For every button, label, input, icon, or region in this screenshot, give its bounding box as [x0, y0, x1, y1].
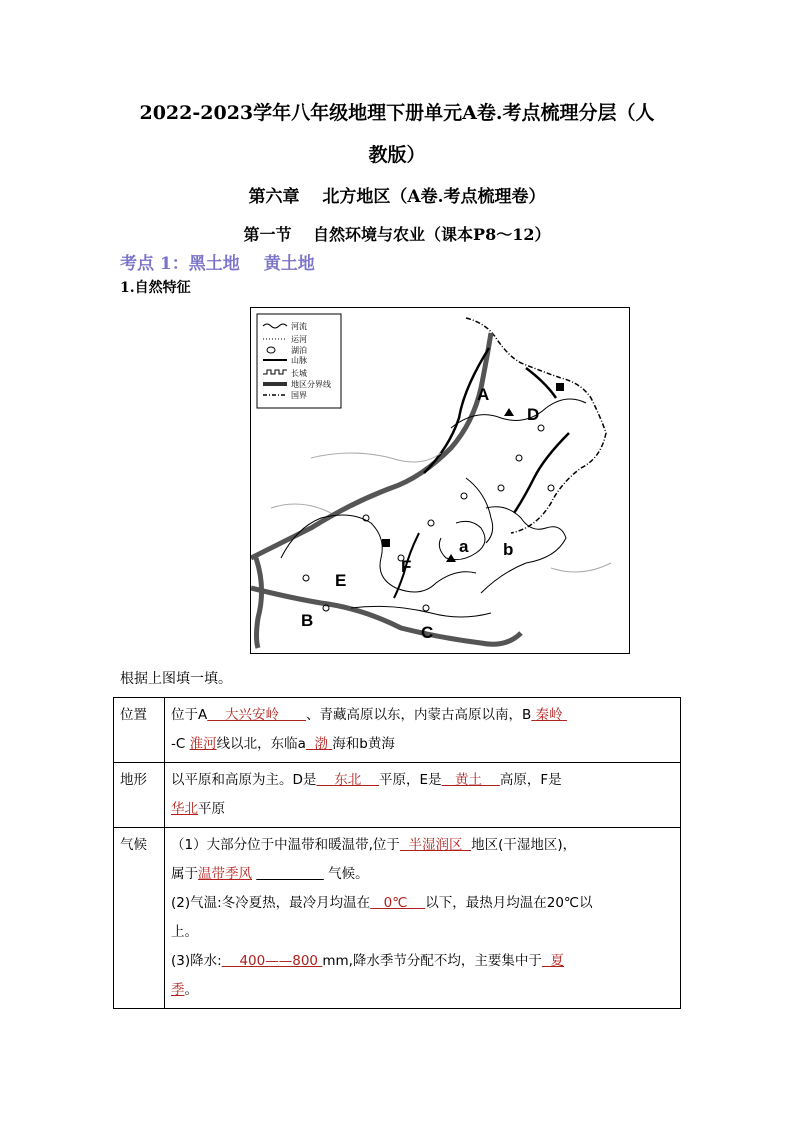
text-segment: (2)气温:冬冷夏热，最冷月均温在 [171, 895, 371, 911]
position-content [165, 698, 681, 763]
text-segment: 以平原和高原为主。D是 [171, 772, 317, 788]
answer-text: 秦岭 [535, 707, 563, 723]
label-a-upper: A [477, 385, 490, 404]
answer-text: 400——800 [239, 953, 319, 969]
answer-loess [442, 772, 500, 788]
text-segment: 、青藏高原以东，内蒙古高原以南，B [306, 707, 532, 723]
climate-content [165, 828, 681, 1009]
subheading: 1.自然特征 [120, 280, 191, 296]
answer-text: 夏 [550, 953, 564, 969]
legend-river: 河流 [291, 322, 307, 331]
table-row-climate [114, 828, 681, 1009]
text-segment: 以下，最热月均温在20℃以 [425, 895, 593, 911]
changbai-mountains [514, 433, 569, 513]
text-segment: -C [171, 736, 186, 752]
northern-region-map [250, 307, 630, 654]
text-segment: 位于A [171, 707, 208, 723]
answer-zero-degrees [370, 895, 425, 911]
table-row-position [114, 698, 681, 763]
text-segment: 平原 [198, 801, 225, 817]
text-segment: 属于 [171, 866, 198, 882]
liao-river [466, 478, 493, 543]
text-segment: 气候。 [328, 866, 369, 882]
answer-text: 大兴安岭 [225, 707, 280, 723]
region-boundary-south [251, 588, 521, 644]
answer-temperate-monsoon: 温带季风 [198, 866, 252, 882]
answer-text: 黄土 [455, 772, 483, 788]
answer-qinling [531, 707, 567, 723]
answer-semi-humid [400, 837, 471, 853]
map-legend [257, 314, 341, 408]
text-segment: （1）大部分位于中温带和暖温带,位于 [171, 837, 400, 853]
answer-summer-part1 [542, 953, 564, 969]
triangle-marker-d [504, 408, 514, 416]
legend-canal: 运河 [291, 335, 307, 344]
legend-mountain: 山脉 [291, 356, 307, 365]
answer-greater-khingan [207, 707, 306, 723]
legend-national-border: 国界 [291, 391, 307, 400]
section-heading: 第一节 自然环境与农业（课本P8～12） [243, 225, 551, 244]
row-head-terrain: 地形 [114, 763, 165, 828]
label-b-lower: b [503, 540, 514, 559]
text-segment: mm,降水季节分配不均，主要集中于 [322, 953, 542, 969]
row-head-position: 位置 [114, 698, 165, 763]
square-marker-northeast [556, 383, 564, 391]
answer-northeast [316, 772, 379, 788]
text-segment: 高原，F是 [499, 772, 562, 788]
legend-great-wall: 长城 [291, 369, 307, 378]
region-boundary-west [256, 558, 262, 648]
text-segment: 地区(干湿地区)， [471, 837, 577, 853]
legend-lake: 湖泊 [291, 346, 307, 355]
key-point-label: 考点 1：黑土地 [120, 254, 240, 274]
square-marker-f [382, 539, 390, 547]
answer-text: 半湿润区 [408, 837, 463, 853]
greater-khingan-mountains [424, 348, 489, 473]
yellow-sea-coastline [481, 507, 566, 593]
answer-text: 渤 [314, 736, 328, 752]
blank-underline [256, 860, 324, 889]
terrain-content [165, 763, 681, 828]
row-head-climate: 气候 [114, 828, 165, 1009]
label-c: C [421, 623, 434, 642]
document-title-line2: 教版） [368, 144, 426, 166]
label-f: F [401, 557, 412, 576]
text-segment: 海和b黄海 [332, 736, 395, 752]
lesser-khingan-mountains [526, 368, 556, 398]
text-segment: 。 [184, 982, 198, 998]
answer-huaihe: 淮河 [189, 736, 217, 752]
table-row-terrain [114, 763, 681, 828]
map-drawing [251, 308, 629, 653]
answer-precipitation [222, 953, 323, 969]
answer-bohai [306, 736, 332, 752]
legend-region-boundary: 地区分界线 [291, 380, 331, 389]
chapter-heading: 第六章 北方地区（A卷.考点梳理卷） [248, 187, 546, 207]
answer-summer-part2: 季 [171, 982, 185, 998]
key-point-label2: 黄土地 [263, 254, 315, 274]
label-b-upper: B [301, 611, 314, 630]
text-segment: (3)降水: [171, 953, 222, 969]
answer-text: 东北 [334, 772, 362, 788]
text-segment: 平原，E是 [379, 772, 442, 788]
label-e: E [335, 571, 347, 590]
answer-text: 0℃ [383, 895, 408, 911]
document-title-line1: 2022-2023学年八年级地理下册单元A卷.考点梳理分层（人 [139, 102, 655, 124]
key-point-heading [120, 249, 315, 274]
label-d: D [527, 405, 540, 424]
text-segment: 线以北，东临a [216, 736, 306, 752]
label-a-lower: a [459, 537, 469, 556]
answer-north-china: 华北 [171, 801, 198, 817]
text-segment: 上。 [171, 924, 198, 940]
instruction-text: 根据上图填一填。 [120, 671, 232, 687]
features-table [113, 697, 681, 1009]
